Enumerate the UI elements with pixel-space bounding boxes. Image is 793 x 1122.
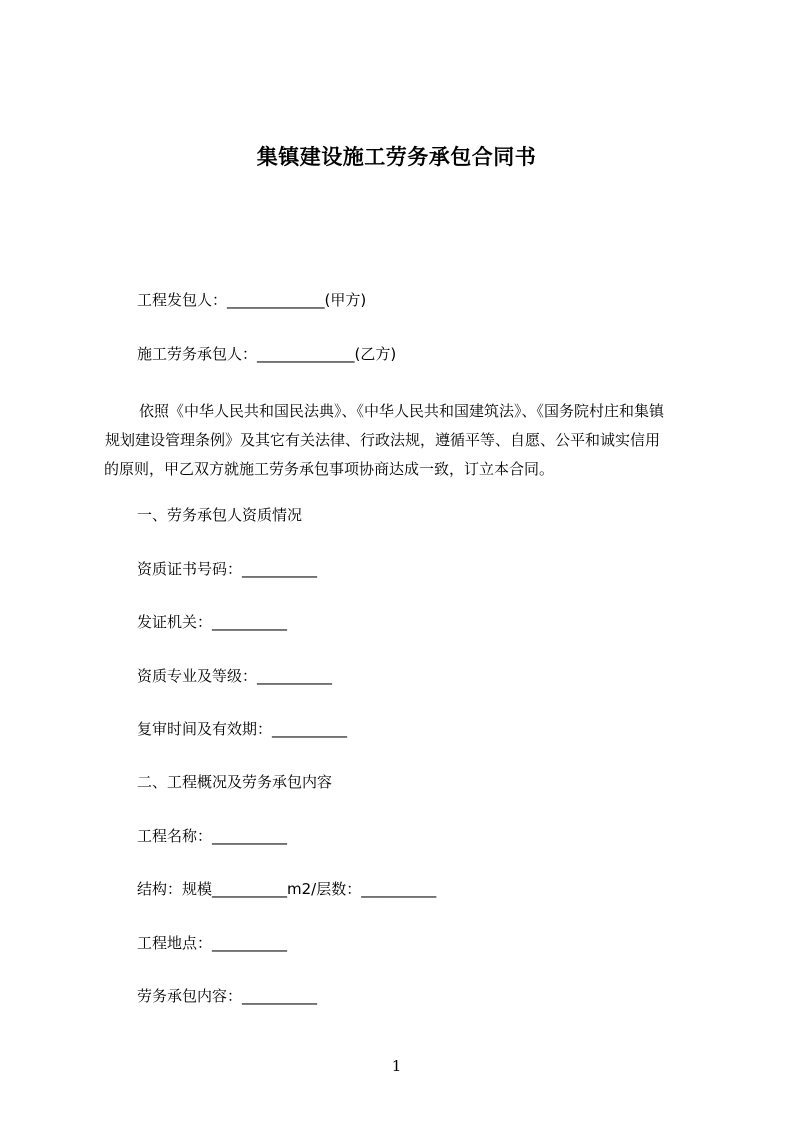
review-period-line: 复审时间及有效期：__________: [137, 720, 348, 738]
preamble-paragraph: [104, 397, 704, 484]
project-name-line: 工程名称：__________: [137, 827, 288, 845]
section-1-heading: 一、劳务承包人资质情况: [137, 506, 303, 524]
qualification-line: 资质专业及等级：__________: [137, 667, 333, 685]
location-line: 工程地点：__________: [137, 934, 288, 952]
preamble-row-1: 依照《中华人民共和国民法典》、《中华人民共和国建筑法》、《国务院村庄和集镇: [139, 402, 665, 420]
structure-line: 结构：规模__________m2/层数：__________: [137, 880, 437, 898]
cert-number-line: 资质证书号码：__________: [137, 560, 318, 578]
employer-line: 工程发包人：_____________(甲方): [137, 291, 367, 309]
preamble-row-2: 规划建设管理条例》及其它有关法律、行政法规，遵循平等、自愿、公平和诚实信用: [105, 431, 661, 449]
document-title: 集镇建设施工劳务承包合同书: [256, 145, 537, 169]
contractor-line: 施工劳务承包人：_____________(乙方): [137, 345, 397, 363]
section-2-heading: 二、工程概况及劳务承包内容: [137, 773, 333, 791]
page-number: 1: [391, 1057, 402, 1075]
scope-line: 劳务承包内容：__________: [137, 987, 318, 1005]
preamble-row-3: 的原则，甲乙双方就施工劳务承包事项协商达成一致，订立本合同。: [104, 460, 555, 478]
issuer-line: 发证机关：__________: [137, 613, 288, 631]
